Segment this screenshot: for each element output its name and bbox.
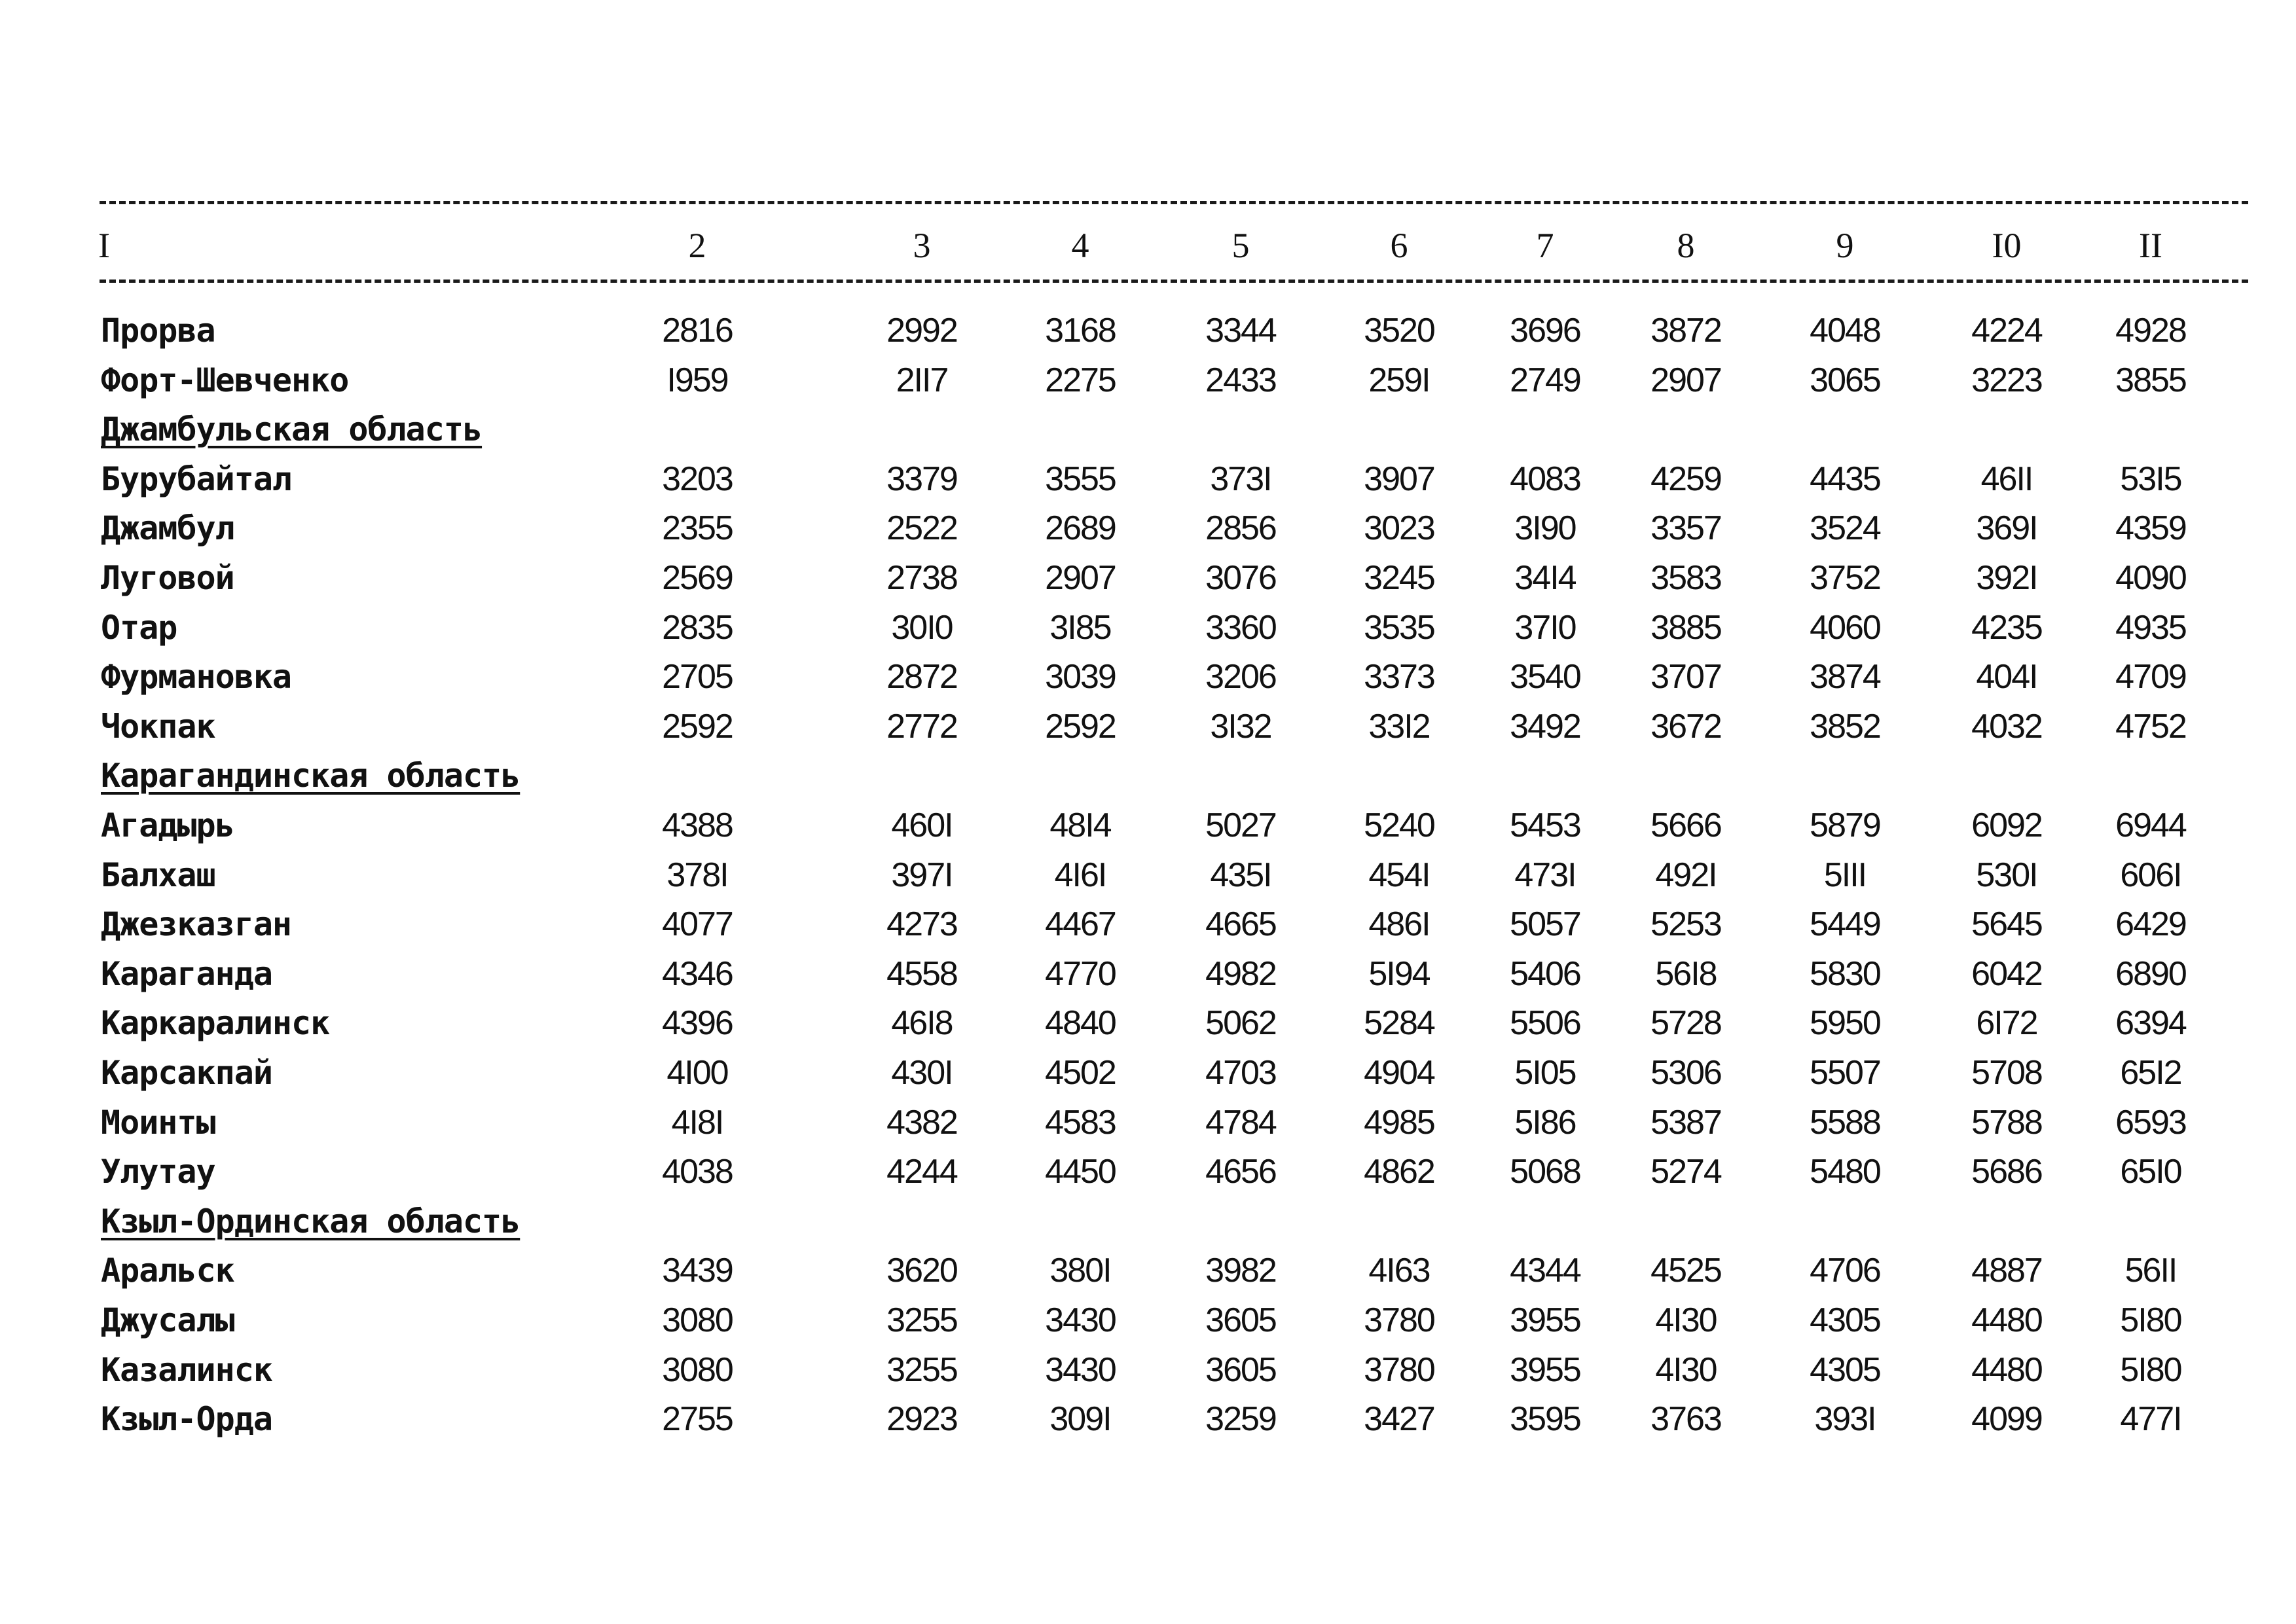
- table-cell: 5387: [1650, 1103, 1721, 1142]
- table-cell: 4770: [1045, 954, 1116, 993]
- table-cell: 4I00: [666, 1054, 728, 1092]
- table-cell: 4450: [1045, 1153, 1116, 1191]
- table-cell: 5057: [1510, 905, 1580, 944]
- table-cell: 6I72: [1976, 1004, 2037, 1043]
- table-cell: 4I30: [1655, 1350, 1717, 1389]
- table-cell: 454I: [1368, 856, 1430, 894]
- table-cell: 4224: [1971, 312, 2042, 350]
- region-name: Кзыл-Ординская область: [101, 1202, 520, 1240]
- table-cell: 2923: [886, 1400, 957, 1439]
- table-cell: 3168: [1045, 312, 1116, 350]
- table-cell: 3620: [886, 1252, 957, 1290]
- table-cell: 4985: [1364, 1103, 1434, 1142]
- table-cell: 477I: [2120, 1400, 2181, 1439]
- table-cell: 392I: [1976, 559, 2037, 597]
- table-cell: 3255: [886, 1301, 957, 1339]
- table-cell: 5I80: [2120, 1301, 2181, 1339]
- table-cell: 4467: [1045, 905, 1116, 944]
- table-cell: 3203: [662, 460, 733, 498]
- table-cell: 6890: [2115, 954, 2186, 993]
- column-header-6: 6: [1390, 226, 1408, 265]
- table-cell: 37I0: [1514, 608, 1576, 647]
- station-name: Казалинск: [101, 1350, 272, 1389]
- table-row: [0, 1048, 2296, 1098]
- table-cell: 3259: [1205, 1400, 1276, 1439]
- table-cell: 6042: [1971, 954, 2042, 993]
- station-name: Джусалы: [101, 1301, 234, 1339]
- table-cell: 4I6I: [1054, 856, 1106, 894]
- table-cell: 4038: [662, 1153, 733, 1191]
- table-cell: 4388: [662, 806, 733, 844]
- table-cell: 5I94: [1368, 954, 1430, 993]
- table-cell: 2749: [1510, 361, 1580, 399]
- table-cell: 2835: [662, 608, 733, 647]
- table-cell: 3605: [1205, 1301, 1276, 1339]
- table-cell: 4259: [1650, 460, 1721, 498]
- table-cell: 2705: [662, 658, 733, 696]
- table-cell: 6092: [1971, 806, 2042, 844]
- table-cell: 3524: [1810, 509, 1880, 548]
- table-cell: 473I: [1514, 856, 1576, 894]
- table-row: [0, 503, 2296, 553]
- table-row: [0, 603, 2296, 653]
- table-cell: 3245: [1364, 559, 1434, 597]
- station-name: Форт-Шевченко: [101, 361, 349, 399]
- table-header-rule: [100, 280, 2248, 283]
- table-cell: 3955: [1510, 1301, 1580, 1339]
- column-header-11: II: [2139, 226, 2162, 265]
- table-cell: 4344: [1510, 1252, 1580, 1290]
- table-cell: 3605: [1205, 1350, 1276, 1389]
- table-cell: 3I85: [1049, 608, 1111, 647]
- table-row: [0, 949, 2296, 999]
- column-header-8: 8: [1677, 226, 1695, 265]
- table-cell: 4480: [1971, 1301, 2042, 1339]
- table-cell: 3223: [1971, 361, 2042, 399]
- table-cell: 53I5: [2120, 460, 2181, 498]
- table-cell: 5274: [1650, 1153, 1721, 1191]
- table-cell: 2II7: [896, 361, 948, 399]
- table-cell: 30I0: [891, 608, 953, 647]
- table-row: [0, 899, 2296, 949]
- table-cell: 3023: [1364, 509, 1434, 548]
- station-name: Балхаш: [101, 856, 215, 894]
- station-name: Карсакпай: [101, 1054, 272, 1092]
- table-cell: 606I: [2120, 856, 2181, 894]
- table-cell: 6394: [2115, 1004, 2186, 1043]
- table-cell: 4703: [1205, 1054, 1276, 1092]
- table-cell: 2355: [662, 509, 733, 548]
- table-cell: 2856: [1205, 509, 1276, 548]
- table-cell: 3065: [1810, 361, 1880, 399]
- table-cell: 3427: [1364, 1400, 1434, 1439]
- table-cell: 5I05: [1514, 1054, 1576, 1092]
- table-cell: 3255: [886, 1350, 957, 1389]
- table-row: [0, 850, 2296, 900]
- table-cell: 4840: [1045, 1004, 1116, 1043]
- table-cell: 3076: [1205, 559, 1276, 597]
- table-cell: 5253: [1650, 905, 1721, 944]
- station-name: Агадырь: [101, 806, 234, 844]
- table-cell: 5480: [1810, 1153, 1880, 1191]
- table-cell: 309I: [1049, 1400, 1111, 1439]
- table-cell: 2907: [1650, 361, 1721, 399]
- table-cell: 5306: [1650, 1054, 1721, 1092]
- table-cell: 4I63: [1368, 1252, 1430, 1290]
- table-cell: 397I: [891, 856, 953, 894]
- table-cell: 3555: [1045, 460, 1116, 498]
- table-cell: 5645: [1971, 905, 2042, 944]
- table-cell: 259I: [1368, 361, 1430, 399]
- table-cell: 380I: [1049, 1252, 1111, 1290]
- station-name: Улутау: [101, 1153, 215, 1191]
- region-heading-row: [0, 1197, 2296, 1246]
- column-header-3: 3: [913, 226, 931, 265]
- table-row: [0, 652, 2296, 702]
- table-cell: 5666: [1650, 806, 1721, 844]
- table-cell: 4709: [2115, 658, 2186, 696]
- table-cell: 4862: [1364, 1153, 1434, 1191]
- table-cell: 3707: [1650, 658, 1721, 696]
- table-cell: 5I86: [1514, 1103, 1576, 1142]
- table-row: [0, 998, 2296, 1048]
- table-top-rule: [100, 201, 2248, 204]
- table-cell: 3752: [1810, 559, 1880, 597]
- column-header-4: 4: [1071, 226, 1089, 265]
- table-cell: 5588: [1810, 1103, 1880, 1142]
- table-cell: 3I32: [1210, 707, 1271, 746]
- table-cell: 4235: [1971, 608, 2042, 647]
- table-cell: 393I: [1814, 1400, 1876, 1439]
- table-cell: 5III: [1823, 856, 1867, 894]
- table-cell: 5068: [1510, 1153, 1580, 1191]
- table-row: [0, 1147, 2296, 1197]
- table-cell: 4435: [1810, 460, 1880, 498]
- region-name: Карагандинская область: [101, 757, 520, 795]
- table-cell: 4382: [886, 1103, 957, 1142]
- table-row: [0, 355, 2296, 405]
- table-cell: 4077: [662, 905, 733, 944]
- table-cell: 3430: [1045, 1301, 1116, 1339]
- table-row: [0, 306, 2296, 355]
- table-cell: 4060: [1810, 608, 1880, 647]
- table-cell: 2992: [886, 312, 957, 350]
- table-cell: 2907: [1045, 559, 1116, 597]
- station-name: Кзыл-Орда: [101, 1400, 272, 1439]
- column-header-10: I0: [1992, 226, 2022, 265]
- table-cell: 4887: [1971, 1252, 2042, 1290]
- table-cell: 5830: [1810, 954, 1880, 993]
- table-cell: 3696: [1510, 312, 1580, 350]
- table-cell: 3520: [1364, 312, 1434, 350]
- table-cell: 2592: [662, 707, 733, 746]
- table-cell: 3430: [1045, 1350, 1116, 1389]
- table-cell: 5449: [1810, 905, 1880, 944]
- table-cell: 2772: [886, 707, 957, 746]
- table-cell: 2872: [886, 658, 957, 696]
- table-cell: 6593: [2115, 1103, 2186, 1142]
- table-cell: 3583: [1650, 559, 1721, 597]
- table-cell: 3595: [1510, 1400, 1580, 1439]
- table-cell: 5406: [1510, 954, 1580, 993]
- table-cell: 4032: [1971, 707, 2042, 746]
- table-cell: 3874: [1810, 658, 1880, 696]
- table-cell: 5062: [1205, 1004, 1276, 1043]
- table-cell: 4I8I: [671, 1103, 723, 1142]
- table-cell: 486I: [1368, 905, 1430, 944]
- table-cell: 4706: [1810, 1252, 1880, 1290]
- table-cell: 3885: [1650, 608, 1721, 647]
- table-cell: 5453: [1510, 806, 1580, 844]
- table-cell: 65I2: [2120, 1054, 2181, 1092]
- station-name: Фурмановка: [101, 658, 292, 696]
- table-row: [0, 454, 2296, 504]
- table-cell: 4346: [662, 954, 733, 993]
- column-header-5: 5: [1231, 226, 1250, 265]
- table-cell: 2433: [1205, 361, 1276, 399]
- table-cell: 46II: [1980, 460, 2033, 498]
- table-cell: 4090: [2115, 559, 2186, 597]
- region-heading-row: [0, 405, 2296, 454]
- region-heading-row: [0, 751, 2296, 801]
- table-cell: 4244: [886, 1153, 957, 1191]
- table-cell: 6944: [2115, 806, 2186, 844]
- table-cell: 3I90: [1514, 509, 1576, 548]
- table-cell: 5027: [1205, 806, 1276, 844]
- station-name: Аральск: [101, 1252, 234, 1290]
- table-cell: 5950: [1810, 1004, 1880, 1043]
- table-cell: 56I8: [1655, 954, 1717, 993]
- table-cell: 2522: [886, 509, 957, 548]
- table-cell: 4305: [1810, 1350, 1880, 1389]
- table-cell: 430I: [891, 1054, 953, 1092]
- table-cell: 4665: [1205, 905, 1276, 944]
- table-cell: 5I80: [2120, 1350, 2181, 1389]
- table-cell: 4305: [1810, 1301, 1880, 1339]
- table-row: [0, 1246, 2296, 1295]
- table-cell: 2738: [886, 559, 957, 597]
- table-cell: 3672: [1650, 707, 1721, 746]
- table-cell: 3982: [1205, 1252, 1276, 1290]
- table-row: [0, 1345, 2296, 1395]
- table-cell: 3780: [1364, 1301, 1434, 1339]
- table-cell: 492I: [1655, 856, 1717, 894]
- table-cell: 5788: [1971, 1103, 2042, 1142]
- table-row: [0, 1295, 2296, 1345]
- table-cell: 2689: [1045, 509, 1116, 548]
- table-cell: 3357: [1650, 509, 1721, 548]
- column-header-9: 9: [1836, 226, 1854, 265]
- table-row: [0, 553, 2296, 603]
- table-cell: 4273: [886, 905, 957, 944]
- table-cell: 435I: [1210, 856, 1271, 894]
- station-name: Чокпак: [101, 707, 215, 746]
- station-name: Луговой: [101, 559, 234, 597]
- table-cell: 4I30: [1655, 1301, 1717, 1339]
- table-cell: 5879: [1810, 806, 1880, 844]
- table-cell: 5284: [1364, 1004, 1434, 1043]
- table-cell: 33I2: [1368, 707, 1430, 746]
- table-cell: 46I8: [891, 1004, 953, 1043]
- table-cell: 34I4: [1514, 559, 1576, 597]
- station-name: Прорва: [101, 312, 215, 350]
- table-row: [0, 1098, 2296, 1147]
- table-cell: 3535: [1364, 608, 1434, 647]
- table-cell: 5506: [1510, 1004, 1580, 1043]
- table-cell: 5728: [1650, 1004, 1721, 1043]
- table-cell: 378I: [666, 856, 728, 894]
- table-cell: 3852: [1810, 707, 1880, 746]
- table-cell: 3872: [1650, 312, 1721, 350]
- table-cell: 4982: [1205, 954, 1276, 993]
- table-cell: 460I: [891, 806, 953, 844]
- table-cell: 404I: [1976, 658, 2037, 696]
- table-cell: 65I0: [2120, 1153, 2181, 1191]
- table-cell: 3855: [2115, 361, 2186, 399]
- table-cell: 5240: [1364, 806, 1434, 844]
- table-cell: 3780: [1364, 1350, 1434, 1389]
- table-row: [0, 1394, 2296, 1444]
- table-cell: I959: [666, 361, 728, 399]
- table-cell: 4583: [1045, 1103, 1116, 1142]
- table-cell: 3379: [886, 460, 957, 498]
- table-row: [0, 801, 2296, 850]
- table-cell: 2569: [662, 559, 733, 597]
- table-cell: 4904: [1364, 1054, 1434, 1092]
- table-cell: 3206: [1205, 658, 1276, 696]
- table-cell: 4525: [1650, 1252, 1721, 1290]
- table-cell: 4502: [1045, 1054, 1116, 1092]
- table-cell: 48I4: [1049, 806, 1111, 844]
- table-cell: 2592: [1045, 707, 1116, 746]
- table-cell: 3763: [1650, 1400, 1721, 1439]
- table-cell: 4784: [1205, 1103, 1276, 1142]
- column-header-2: 2: [688, 226, 706, 265]
- station-name: Моинты: [101, 1103, 215, 1142]
- table-cell: 3080: [662, 1350, 733, 1389]
- table-cell: 2816: [662, 312, 733, 350]
- station-name: Караганда: [101, 954, 272, 993]
- table-cell: 4656: [1205, 1153, 1276, 1191]
- table-cell: 5507: [1810, 1054, 1880, 1092]
- table-cell: 3344: [1205, 312, 1276, 350]
- table-cell: 4935: [2115, 608, 2186, 647]
- table-cell: 4752: [2115, 707, 2186, 746]
- table-cell: 3540: [1510, 658, 1580, 696]
- table-cell: 3907: [1364, 460, 1434, 498]
- station-name: Каркаралинск: [101, 1004, 330, 1043]
- table-cell: 5708: [1971, 1054, 2042, 1092]
- table-cell: 4558: [886, 954, 957, 993]
- region-name: Джамбульская область: [101, 410, 483, 449]
- table-cell: 2275: [1045, 361, 1116, 399]
- column-header-1: I: [98, 226, 110, 265]
- table-cell: 4396: [662, 1004, 733, 1043]
- table-cell: 4928: [2115, 312, 2186, 350]
- table-cell: 4048: [1810, 312, 1880, 350]
- table-cell: 3039: [1045, 658, 1116, 696]
- table-cell: 4480: [1971, 1350, 2042, 1389]
- station-name: Джамбул: [101, 509, 234, 548]
- table-cell: 4359: [2115, 509, 2186, 548]
- table-row: [0, 702, 2296, 751]
- table-cell: 3439: [662, 1252, 733, 1290]
- table-cell: 530I: [1976, 856, 2037, 894]
- table-cell: 3360: [1205, 608, 1276, 647]
- table-cell: 373I: [1210, 460, 1271, 498]
- table-cell: 3492: [1510, 707, 1580, 746]
- station-name: Джезказган: [101, 905, 292, 944]
- station-name: Бурубайтал: [101, 460, 292, 498]
- table-cell: 3080: [662, 1301, 733, 1339]
- table-cell: 56II: [2124, 1252, 2177, 1290]
- table-cell: 6429: [2115, 905, 2186, 944]
- table-cell: 3955: [1510, 1350, 1580, 1389]
- table-cell: 4099: [1971, 1400, 2042, 1439]
- table-cell: 2755: [662, 1400, 733, 1439]
- table-cell: 4083: [1510, 460, 1580, 498]
- table-cell: 3373: [1364, 658, 1434, 696]
- station-name: Отар: [101, 608, 177, 647]
- column-header-7: 7: [1536, 226, 1554, 265]
- table-cell: 5686: [1971, 1153, 2042, 1191]
- table-cell: 369I: [1976, 509, 2037, 548]
